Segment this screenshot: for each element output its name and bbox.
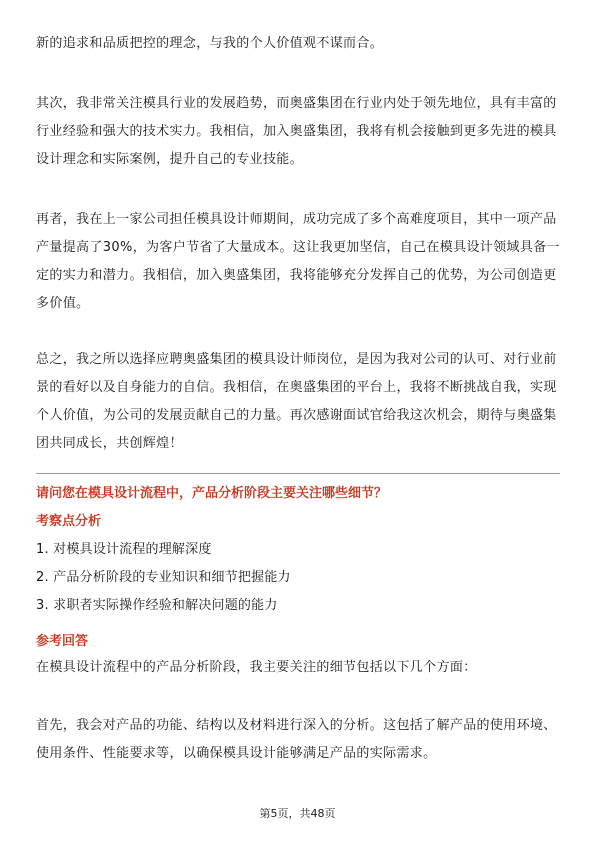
page-number-footer: 第5页，共48页 [259,807,336,820]
analysis-item: 3. 求职者实际操作经验和解决问题的能力 [36,598,278,613]
body-paragraph-2: 其次，我非常关注模具行业的发展趋势，而奥盛集团在行业内处于领先地位，具有丰富的行业经验和强大的技术实力。我相信，加入奥盛集团，我将有机会接触到更多先进的模具设计理念和实际案例，提升自己的专业技能。 [36,96,557,167]
section-divider [36,473,560,474]
answer-heading: 参考回答 [36,634,89,649]
body-paragraph-4: 总之，我之所以选择应聘奥盛集团的模具设计师岗位，是因为我对公司的认可、对行业前景的看好以及自身能力的自信。我相信，在奥盛集团的平台上，我将不断挑战自我，实现个人价值，为公司的发展贡献自己的力量。再次感谢面试官给我这次机会，期待与奥盛集团共同成长，共创辉煌！ [36,352,557,451]
interview-question: 请问您在模具设计流程中，产品分析阶段主要关注哪些细节？ [36,486,388,501]
body-paragraph-1: 新的追求和品质把控的理念，与我的个人价值观不谋而合。 [36,36,384,51]
analysis-heading: 考察点分析 [36,514,102,529]
body-paragraph-3: 再者，我在上一家公司担任模具设计师期间，成功完成了多个高难度项目，其中一项产品产量提高了30%，为客户节省了大量成本。这让我更加坚信，自己在模具设计领域具备一定的实力和潜力。我相信，加入奥盛集团，我将能够充分发挥自己的优势，为公司创造更多价值。 [36,212,560,311]
analysis-item: 2. 产品分析阶段的专业知识和细节把握能力 [36,570,291,585]
answer-intro: 在模具设计流程中的产品分析阶段，我主要关注的细节包括以下几个方面： [36,660,477,675]
answer-paragraph-1: 首先，我会对产品的功能、结构以及材料进行深入的分析。这包括了解产品的使用环境、使用条件、性能要求等，以确保模具设计能够满足产品的实际需求。 [36,718,557,761]
analysis-item: 1. 对模具设计流程的理解深度 [36,542,212,557]
